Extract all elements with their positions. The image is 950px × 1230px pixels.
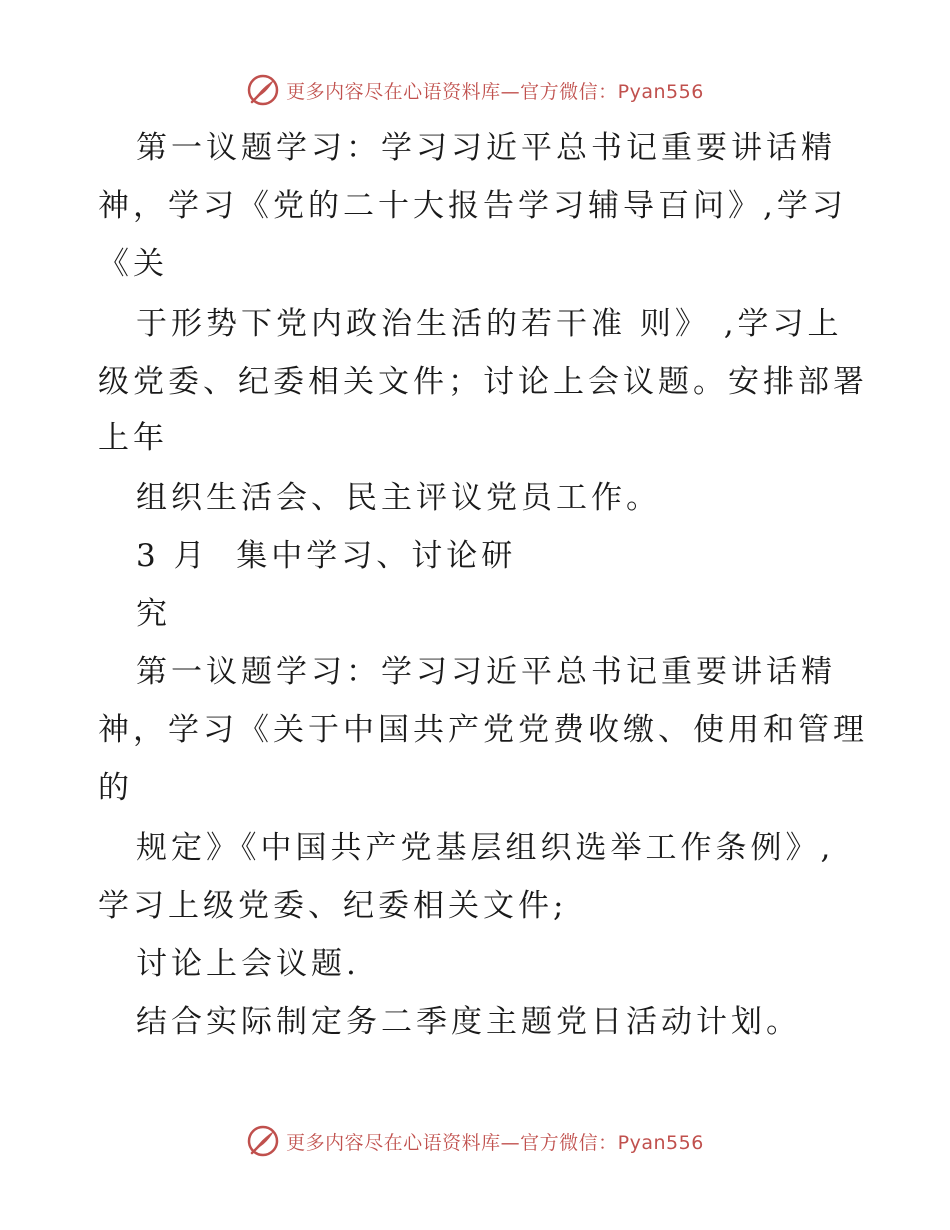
paragraph-line-1: 第一议题学习：学习习近平总书记重要讲话精 xyxy=(136,130,836,166)
paragraph-line-4: 于形势下党内政治生活的若干准 则》 ,学习上 xyxy=(136,306,843,342)
header-banner xyxy=(0,70,950,110)
paragraph-line-6: 上年 xyxy=(98,420,168,456)
quill-logo-icon xyxy=(246,73,280,107)
paragraph-line-15: 讨论上会议题. xyxy=(136,946,360,982)
paragraph-line-8: 3 月 集中学习、讨论研 xyxy=(136,538,517,574)
paragraph-line-10: 第一议题学习：学习习近平总书记重要讲话精 xyxy=(136,654,836,690)
paragraph-line-12: 的 xyxy=(98,770,133,806)
header-banner-text: 更多内容尽在心语资料库—官方微信：Pyan556 xyxy=(286,80,704,103)
paragraph-line-16: 结合实际制定务二季度主题党日活动计划。 xyxy=(136,1004,801,1040)
paragraph-line-9: 究 xyxy=(136,596,171,632)
paragraph-line-13: 规定》《中国共产党基层组织选举工作条例》, xyxy=(136,830,835,866)
quill-logo-icon xyxy=(246,1124,280,1158)
footer-banner xyxy=(0,1121,950,1161)
paragraph-line-14: 学习上级党委、纪委相关文件; xyxy=(98,888,568,924)
footer-banner-text: 更多内容尽在心语资料库—官方微信：Pyan556 xyxy=(286,1131,704,1154)
paragraph-line-11: 神，学习《关于中国共产党党费收缴、使用和管理 xyxy=(98,712,868,748)
paragraph-line-7: 组织生活会、民主评议党员工作。 xyxy=(136,480,661,516)
paragraph-line-2: 神，学习《党的二十大报告学习辅导百问》,学习 xyxy=(98,188,847,224)
paragraph-line-3: 《关 xyxy=(98,246,168,282)
paragraph-line-5: 级党委、纪委相关文件；讨论上会议题。安排部署 xyxy=(98,364,868,400)
